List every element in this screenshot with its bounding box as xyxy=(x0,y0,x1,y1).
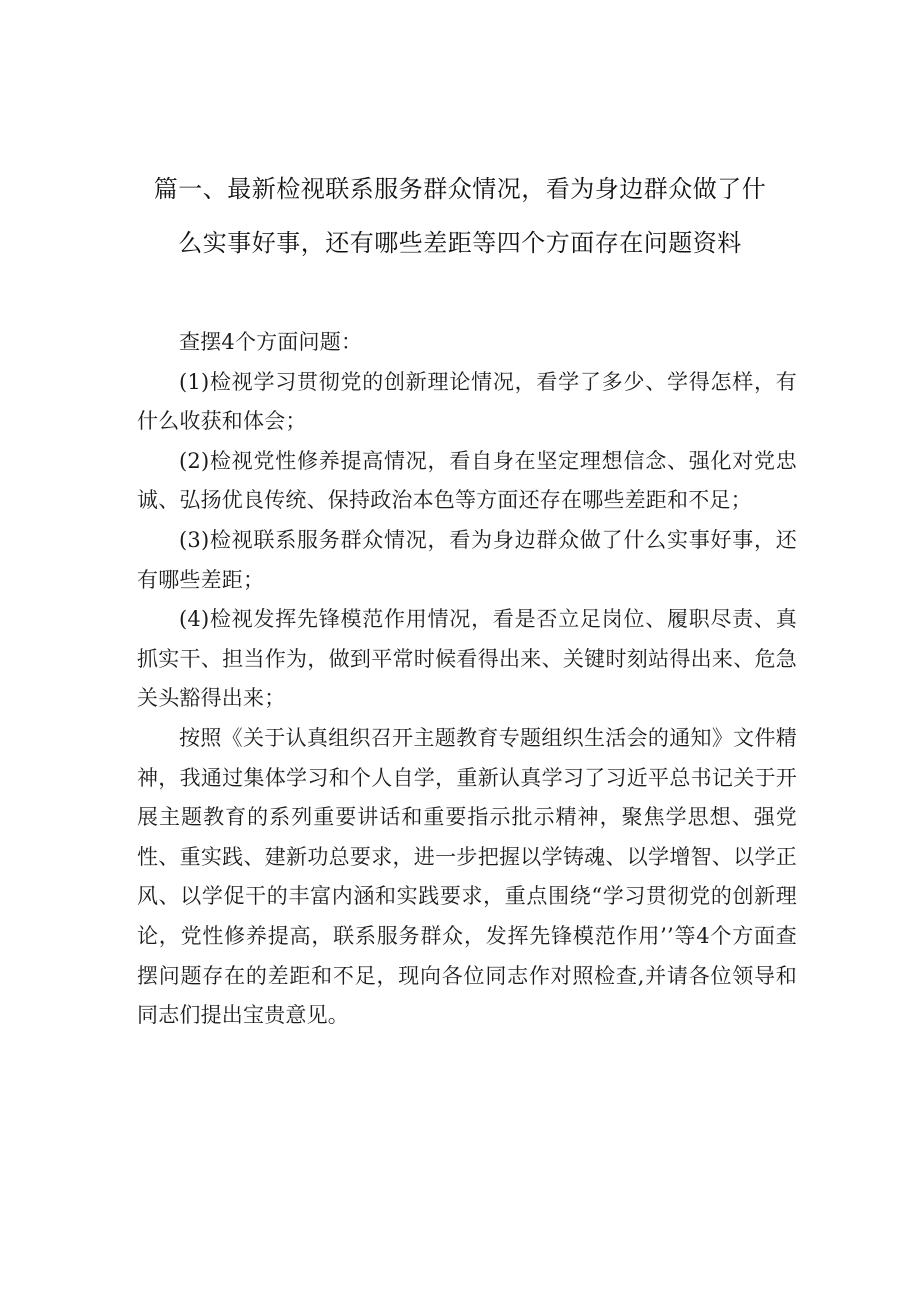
paragraph-item-3: (3)检视联系服务群众情况，看为身边群众做了什么实事好事，还有哪些差距； xyxy=(137,527,797,592)
paragraph-summary: 按照《关于认真组织召开主题教育专题组织生活会的通知》文件精神，我通过集体学习和个人自学，重新认真学习了习近平总书记关于开展主题教育的系列重要讲话和重要指示批示精神，聚焦学思想、强党性、重实践、建新功总要求，进一步把握以学铸魂、以学增智、以学正风、以学促干的丰富内涵和实践要求，重点围绕“学习贯彻党的创新理论，党性修养提高，联系服务群众，发挥先锋模范作用’’等4个方面查摆问题存在的差距和不足，现向各位同志作对照检查,并请各位领导和同志们提出宝贵意见。 xyxy=(137,725,797,1028)
document-body xyxy=(137,323,797,1036)
document-title xyxy=(120,162,800,270)
paragraph-intro: 查摆4个方面问题： xyxy=(179,330,363,354)
title-line-1: 篇一、最新检视联系服务群众情况，看为身边群众做了什 xyxy=(153,175,767,203)
title-line-2: 么实事好事，还有哪些差距等四个方面存在问题资料 xyxy=(178,229,742,257)
paragraph-item-1: (1)检视学习贯彻党的创新理论情况，看学了多少、学得怎样，有什么收获和体会； xyxy=(137,369,797,434)
paragraph-item-2: (2)检视党性修养提高情况，看自身在坚定理想信念、强化对党忠诚、弘扬优良传统、保持政治本色等方面还存在哪些差距和不足； xyxy=(137,448,797,513)
paragraph-item-4: (4)检视发挥先锋模范作用情况，看是否立足岗位、履职尽责、真抓实干、担当作为，做到平常时候看得出来、关键时刻站得出来、危急关头豁得出来； xyxy=(137,607,797,711)
